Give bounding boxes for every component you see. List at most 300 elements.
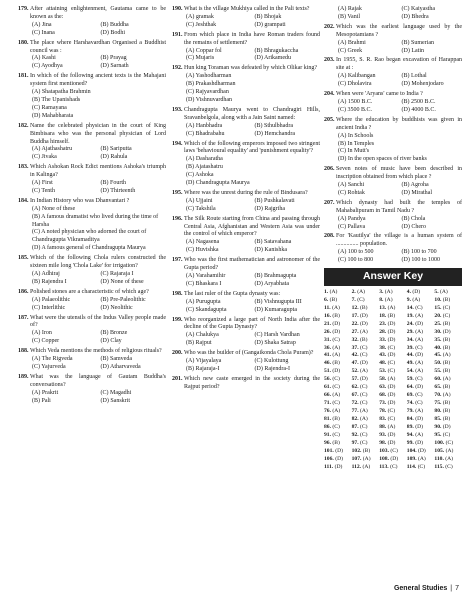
answer-row <box>324 464 462 472</box>
answer-number: 41. <box>324 352 331 359</box>
answer-number: 91. <box>324 431 331 438</box>
question <box>18 164 166 196</box>
answer-number: 29. <box>406 328 414 335</box>
answer-key-grid <box>324 289 462 472</box>
option: (D) Thirteenth <box>100 187 136 194</box>
answer-choice: (A) <box>445 455 454 462</box>
option: (A) Shatapatha Brahmin <box>32 89 91 96</box>
answer-number: 44. <box>406 352 414 359</box>
answer-choice: (D) <box>415 384 423 391</box>
question-text: Polished stones are a characteristic of which age? <box>30 288 149 295</box>
answer-number: 78. <box>379 408 387 415</box>
answer-choice: (D) <box>334 463 343 470</box>
option: (C) Greek <box>338 47 363 54</box>
answer-cell <box>352 464 380 472</box>
answer-number: 81. <box>324 415 331 422</box>
answer-number: 3. <box>379 288 384 295</box>
question-options <box>172 239 320 255</box>
option: (A) Palaeolithic <box>32 296 71 303</box>
question-text: Which Veda mentions the methods of religious rituals? <box>30 348 162 355</box>
option: (D) 100 to 1000 <box>401 257 440 264</box>
answer-cell <box>324 392 352 400</box>
question-stem <box>324 24 462 40</box>
question-options <box>172 299 320 315</box>
question-number: 207. <box>324 199 335 206</box>
answer-cell <box>434 305 462 313</box>
answer-cell <box>407 432 435 440</box>
question-stem <box>324 233 462 249</box>
answer-cell <box>407 313 435 321</box>
question-number: 198. <box>172 290 183 297</box>
answer-choice: (D) <box>332 368 341 375</box>
answer-number: 97. <box>351 439 359 446</box>
answer-choice: (C) <box>415 304 423 311</box>
question-number: 205. <box>324 116 335 123</box>
question-stem <box>18 198 166 206</box>
answer-cell <box>379 464 407 472</box>
option: (C) Bhaskara I <box>186 280 222 287</box>
answer-cell <box>352 448 380 456</box>
answer-number: 51. <box>324 368 331 375</box>
option: (A) Prakrit <box>32 389 59 396</box>
option: (B) Bhragukaccha <box>254 47 299 54</box>
answer-cell <box>324 384 352 392</box>
answer-cell <box>434 400 462 408</box>
question-stem <box>172 32 320 48</box>
answer-cell <box>379 400 407 408</box>
answer-cell <box>434 464 462 472</box>
option: (A) Jina <box>32 21 52 28</box>
answer-number: 18. <box>379 312 387 319</box>
answer-cell <box>407 384 435 392</box>
answer-number: 87. <box>351 423 359 430</box>
option: (C) Kulottung <box>254 358 289 365</box>
option: (D) Chandragupta Maurya <box>186 180 250 187</box>
option: (B) Satavahana <box>254 239 292 246</box>
question-options <box>324 99 462 115</box>
question-number: 180. <box>18 39 29 46</box>
answer-number: 98. <box>379 439 387 446</box>
question-options <box>324 182 462 198</box>
question <box>172 376 320 392</box>
option: (D) Atharvaveda <box>100 363 141 370</box>
answer-cell <box>352 289 380 297</box>
option: (C) Huvishka <box>186 247 219 254</box>
answer-choice: (A) <box>360 368 368 375</box>
question-text: What is the village Mukhiya called in the Pali texts? <box>184 6 310 12</box>
answer-choice: (C) <box>442 431 451 438</box>
answer-cell <box>324 408 352 416</box>
question-text: Who was the first mathematician and astronomer of the Gupta period? <box>184 257 320 272</box>
question-options <box>172 123 320 139</box>
question <box>172 6 320 30</box>
answer-cell <box>379 456 407 464</box>
answer-choice: (B) <box>332 312 340 319</box>
question-options <box>18 271 166 287</box>
option: (A) 1500 B.C. <box>338 98 373 105</box>
answer-number: 57. <box>351 376 359 383</box>
footer-separator: | <box>450 585 453 592</box>
answer-number: 93. <box>379 431 387 438</box>
option: (C) 3500 B.C. <box>338 106 373 113</box>
answer-choice: (D) <box>387 439 396 446</box>
question-stem <box>172 107 320 123</box>
option: (C) Bhadrabahu <box>186 130 225 137</box>
answer-number: 115. <box>434 463 444 470</box>
answer-number: 101. <box>324 447 334 454</box>
option: (B) Sthulbhadra <box>254 122 293 129</box>
answer-cell <box>352 321 380 329</box>
answer-cell <box>407 329 435 337</box>
question-number: 184. <box>18 197 29 204</box>
question-options <box>18 297 166 313</box>
question-options <box>324 216 462 232</box>
answer-number: 16. <box>324 312 331 319</box>
question-options <box>18 330 166 346</box>
question <box>172 216 320 256</box>
answer-number: 22. <box>351 320 359 327</box>
answer-number: 46. <box>324 360 331 367</box>
answer-number: 64. <box>406 384 414 391</box>
answer-choice: (C) <box>387 408 396 415</box>
answer-choice: (C) <box>360 400 368 407</box>
question-text: Which dynasty had built the temples of Mahabalipuram in Tamil Nadu ? <box>336 199 462 214</box>
answer-number: 63. <box>379 384 387 391</box>
question <box>324 91 462 115</box>
answer-cell <box>352 432 380 440</box>
answer-choice: (B) <box>442 296 451 303</box>
answer-number: 75. <box>434 400 442 407</box>
answer-number: 60. <box>434 376 442 383</box>
answer-choice: (C) <box>415 392 423 399</box>
answer-choice: (A) <box>415 408 423 415</box>
answer-choice: (A) <box>387 304 396 311</box>
answer-number: 45. <box>434 352 442 359</box>
answer-choice: (A) <box>415 431 423 438</box>
answer-number: 92. <box>351 431 359 438</box>
answer-cell <box>324 424 352 432</box>
question-options <box>18 356 166 372</box>
option: (A) Ujjaini <box>186 197 213 204</box>
answer-choice: (B) <box>360 304 368 311</box>
question-number: 199. <box>172 316 183 323</box>
option: (B) Samveda <box>100 356 132 363</box>
answer-cell <box>379 321 407 329</box>
option: (A) Purugupta <box>186 298 221 305</box>
option: (A) Ajathashatru <box>32 146 73 153</box>
question-number: 191. <box>172 31 183 38</box>
answer-choice: (C) <box>415 376 423 383</box>
option: (C) Magadhi <box>100 389 132 396</box>
option: (A) gramak <box>186 13 214 20</box>
answer-cell <box>434 337 462 345</box>
answer-choice: (A) <box>357 288 365 295</box>
option: (A) First <box>32 180 53 187</box>
question-number: 182. <box>18 122 29 129</box>
answer-choice: (A) <box>442 376 451 383</box>
question <box>172 32 320 64</box>
answer-number: 20. <box>434 312 442 319</box>
question-options <box>18 55 166 71</box>
question-options <box>172 358 320 374</box>
answer-choice: (D) <box>387 328 396 335</box>
answer-row <box>324 297 462 305</box>
answer-cell <box>407 408 435 416</box>
question-text: When were 'Aryans' came to India ? <box>336 91 423 98</box>
answer-choice: (A) <box>442 352 451 359</box>
question-text: Seven notes of music have been described in inscription obtained from which place ? <box>336 166 462 181</box>
option: (D) None of these <box>100 278 144 285</box>
answer-cell <box>379 424 407 432</box>
option: (D) Rajendra-I <box>254 365 290 372</box>
answer-cell <box>324 313 352 321</box>
question-stem <box>18 73 166 89</box>
question-text: Which of the following Chola rulers constructed the sixteen mile long 'Chola Lake' for irrigation? <box>30 255 166 270</box>
answer-choice: (D) <box>360 312 368 319</box>
option: (B) Sariputta <box>100 146 132 153</box>
question-number: 197. <box>172 257 183 264</box>
answer-choice: (C) <box>357 296 365 303</box>
option: (D) Sanskrit <box>100 397 130 404</box>
option: (C) Dholavira <box>338 81 372 88</box>
question-stem <box>18 374 166 390</box>
answer-number: 48. <box>379 360 387 367</box>
answer-choice: (C) <box>332 336 340 343</box>
option: (B) Fourth <box>100 180 126 187</box>
question <box>18 315 166 347</box>
answer-cell <box>379 384 407 392</box>
question-text: Which was the earliest language used by the Mesopotamians ? <box>336 23 462 38</box>
option: (A) Adhiraj <box>32 271 60 277</box>
question-text: What was the language of Gautam Buddha's conversations? <box>30 373 166 388</box>
option: (B) Lothal <box>401 73 427 80</box>
question-text: In Indian History who was Dhanvantari ? <box>30 197 130 204</box>
question-text: Which new caste emerged in the society during the Rajput period? <box>184 375 320 390</box>
answer-choice: (A) <box>440 288 448 295</box>
question-number: 187. <box>18 314 29 321</box>
answer-number: 104. <box>406 447 417 454</box>
question <box>172 257 320 289</box>
answer-number: 47. <box>351 360 359 367</box>
answer-number: 17. <box>351 312 359 319</box>
answer-number: 42. <box>351 352 359 359</box>
option: (A) Kalibangan <box>338 73 376 80</box>
question-number: 193. <box>172 106 183 113</box>
answer-cell <box>352 329 380 337</box>
option: (A) Coppar fol <box>186 47 222 54</box>
answer-number: 102. <box>351 447 362 454</box>
answer-row <box>324 337 462 345</box>
question-stem <box>18 123 166 147</box>
answer-number: 54. <box>406 368 414 375</box>
answer-number: 90. <box>434 423 442 430</box>
answer-cell <box>352 337 380 345</box>
option: (D) Sarnath <box>100 63 129 70</box>
option: (B) Prayag <box>100 55 127 62</box>
answer-cell <box>324 456 352 464</box>
answer-choice: (B) <box>442 408 451 415</box>
question <box>172 141 320 188</box>
answer-choice: (C) <box>360 431 368 438</box>
option: (B) Agroha <box>401 182 429 189</box>
answer-choice: (D) <box>442 423 451 430</box>
question <box>172 317 320 349</box>
option: (D) 4000 B.C. <box>401 106 436 113</box>
question <box>172 190 320 214</box>
question-text: From which place in India have Roman traders found the remains of settlement? <box>184 31 320 46</box>
answer-number: 15. <box>434 304 442 311</box>
question-options <box>18 206 166 253</box>
page-footer <box>394 585 459 592</box>
answer-choice: (C) <box>332 400 340 407</box>
answer-number: 68. <box>379 392 387 399</box>
answer-cell <box>352 384 380 392</box>
answer-cell <box>434 329 462 337</box>
answer-cell <box>379 392 407 400</box>
option: (C) In Mutt's <box>338 148 370 155</box>
option: (D) A famous general of Chandragupta Maurya <box>32 245 146 252</box>
answer-cell <box>352 313 380 321</box>
answer-cell <box>352 400 380 408</box>
option: (B) Prakashdharman <box>186 81 236 88</box>
answer-choice: (D) <box>335 455 343 462</box>
question-text: Where the education by buddhists was given in ancient India ? <box>336 116 462 131</box>
answer-choice: (C) <box>390 463 398 470</box>
answer-number: 25. <box>434 320 442 327</box>
answer-number: 23. <box>379 320 387 327</box>
question-stem <box>172 190 320 198</box>
question-options <box>324 249 462 265</box>
answer-number: 56. <box>324 376 331 383</box>
question-number: 204. <box>324 91 335 98</box>
option: (B) 100 to 700 <box>401 249 437 256</box>
option: (D) Rahula <box>100 154 128 161</box>
answer-number: 100. <box>434 439 445 446</box>
answer-choice: (B) <box>332 360 340 367</box>
question-text: What were the utensils of the Indus Valley people made of? <box>30 314 166 329</box>
question <box>18 289 166 313</box>
answer-choice: (C) <box>332 423 340 430</box>
option: (D) In the open spaces of river banks <box>338 156 427 163</box>
answer-choice: (C) <box>332 376 340 383</box>
answer-choice: (B) <box>332 439 340 446</box>
answer-choice: (D) <box>415 352 423 359</box>
question-stem <box>18 6 166 22</box>
answer-choice: (A) <box>332 344 341 351</box>
option: (D) Latin <box>401 47 424 54</box>
answer-number: 21. <box>324 320 331 327</box>
answer-cell <box>434 313 462 321</box>
answer-row <box>324 408 462 416</box>
answer-number: 32. <box>351 336 359 343</box>
answer-number: 80. <box>434 408 442 415</box>
question-number: 181. <box>18 73 29 80</box>
option: (B) Rajaraja-I <box>186 365 220 372</box>
answer-choice: (A) <box>384 288 393 295</box>
answer-choice: (A) <box>360 328 368 335</box>
answer-choice: (C) <box>360 392 368 399</box>
answer-number: 5. <box>434 288 439 295</box>
answer-row <box>324 321 462 329</box>
question-number: 183. <box>18 164 29 171</box>
answer-cell <box>434 432 462 440</box>
answer-number: 1. <box>324 288 329 295</box>
answer-cell <box>324 416 352 424</box>
answer-row <box>324 424 462 432</box>
answer-number: 99. <box>406 439 414 446</box>
answer-choice: (C) <box>415 400 423 407</box>
answer-cell <box>379 448 407 456</box>
answer-choice: (A) <box>445 447 454 454</box>
answer-choice: (D) <box>442 328 451 335</box>
answer-cell <box>434 408 462 416</box>
answer-cell <box>352 416 380 424</box>
answer-choice: (B) <box>329 296 338 303</box>
option: (D) Hemchandra <box>254 130 295 137</box>
answer-number: 106. <box>324 455 334 462</box>
answer-number: 71. <box>324 400 331 407</box>
answer-number: 52. <box>351 368 359 375</box>
answer-number: 83. <box>379 415 387 422</box>
answer-row <box>324 329 462 337</box>
question-stem <box>18 40 166 56</box>
option: (C) Harsh Vardhan <box>254 332 300 339</box>
question-text: Name the celebrated physician in the court of King Bimbisara who was the personal physician of Lord Buddha himself. <box>30 122 166 145</box>
answer-number: 39. <box>406 344 414 351</box>
option: (D) Chero <box>401 223 426 230</box>
question-stem <box>324 91 462 99</box>
question-options <box>18 180 166 196</box>
question-text: The place where Harshavardhan Organised a Buddhist council was : <box>30 39 166 54</box>
answer-cell <box>434 384 462 392</box>
answer-cell <box>434 392 462 400</box>
answer-number: 95. <box>434 431 442 438</box>
answer-cell <box>434 297 462 305</box>
answer-cell <box>407 400 435 408</box>
option: (D) Rajgriha <box>254 205 285 212</box>
question-stem <box>172 350 320 358</box>
question-number: 194. <box>172 140 183 147</box>
option: (A) Hanbhadra <box>186 122 223 129</box>
answer-cell <box>434 376 462 384</box>
answer-cell <box>407 289 435 297</box>
answer-cell <box>379 297 407 305</box>
answer-cell <box>407 305 435 313</box>
answer-cell <box>379 329 407 337</box>
answer-choice: (B) <box>362 447 371 454</box>
question-stem <box>324 117 462 133</box>
answer-choice: (A) <box>418 455 426 462</box>
answer-choice: (C) <box>387 368 396 375</box>
question <box>18 198 166 253</box>
answer-choice: (D) <box>332 320 341 327</box>
answer-cell <box>434 448 462 456</box>
answer-number: 55. <box>434 368 442 375</box>
question-options <box>172 156 320 188</box>
answer-row <box>324 432 462 440</box>
answer-cell <box>434 456 462 464</box>
question <box>18 6 166 38</box>
answer-number: 31. <box>324 336 331 343</box>
question-text: Where was the unrest during the rule of Bindusara? <box>184 189 308 196</box>
option: (C) Rajaraja I <box>100 271 134 277</box>
answer-choice: (B) <box>387 312 396 319</box>
option: (A) Varahamihir <box>186 273 226 279</box>
question-number: 208. <box>324 233 335 240</box>
answer-cell <box>324 329 352 337</box>
answer-number: 10. <box>434 296 442 303</box>
answer-row <box>324 416 462 424</box>
